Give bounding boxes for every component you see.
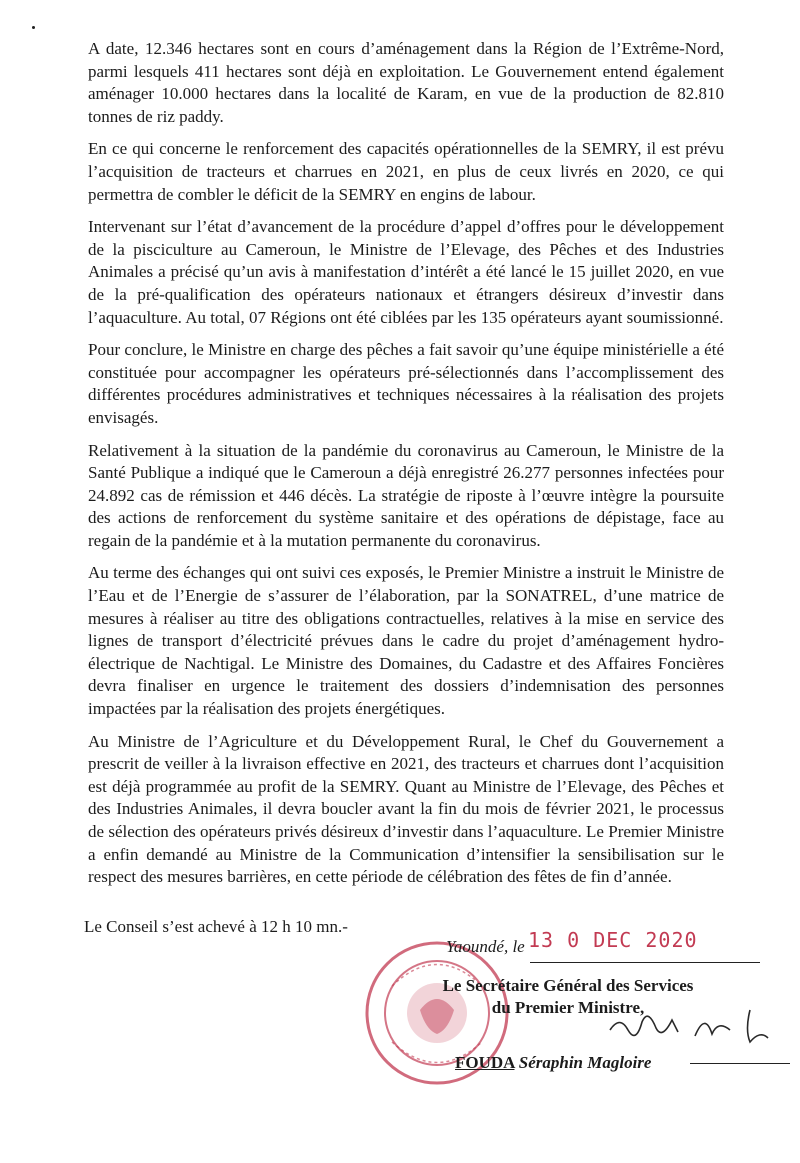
paragraph-rice-development: A date, 12.346 hectares sont en cours d’aménagement dans la Région de l’Extrême-Nord, parmi lesquels 411 hectares sont déjà en exploitation. Le Gouvernement entend également aménager 10.000 hectares dans la localité de Karam, en vue de la production de 82.810 tonnes de riz paddy. bbox=[88, 39, 724, 126]
handwritten-signature bbox=[600, 1000, 780, 1050]
page-mark bbox=[32, 26, 35, 29]
paragraph-fish-farming: Intervenant sur l’état d’avancement de la procédure d’appel d’offres pour le développement de la pisciculture au Cameroun, le Ministre de l’Elevage, des Pêches et des Industries Animales a précisé qu’un avis à manifestation d’intérêt a été lancé le 15 juillet 2020, en vue de la pré-qualification des opérateurs nationaux et étrangers désireux d’investir dans l’aquaculture. Au total, 07 Régions ont été ciblées par les 135 opérateurs ayant soumissionné. bbox=[88, 217, 724, 327]
signatory-title-line1: Le Secrétaire Général des Services bbox=[442, 976, 694, 995]
paragraph-agriculture-instructions: Au Ministre de l’Agriculture et du Développement Rural, le Chef du Gouvernement a prescrit de veiller à la livraison effective en 2021, des tracteurs et charrues dont l’acquisition est déjà programmée au profit de la SEMRY. Quant au Ministre de l’Elevage, des Pêches et des Industries Animales, il devra boucler avant la fin du mois de février 2021, le processus de sélection des opérateurs privés désireux d’investir dans l’aquaculture. Le Premier Ministre a enfin demandé au Ministre de la Communication d’intensifier la sensibilisation sur le respect des mesures barrières, en cette période de célébration des fêtes de fin d’année. bbox=[88, 731, 724, 887]
signatory-surname: FOUDA bbox=[455, 1053, 515, 1072]
paragraph-semry-capacity: En ce qui concerne le renforcement des capacités opérationnelles de la SEMRY, il est prévu l’acquisition de tracteurs et charrues en 2021, en plus de ceux livrés en 2020, ce qui permettra de combler le déficit de la SEMRY en engins de labour. bbox=[88, 139, 724, 204]
signature-line bbox=[690, 1063, 790, 1064]
signatory-title-line2: du Premier Ministre, bbox=[491, 998, 645, 1017]
document-body bbox=[88, 38, 724, 899]
signatory-name bbox=[455, 1053, 651, 1073]
signatory-given-names: Séraphin Magloire bbox=[518, 1053, 652, 1072]
date-underline bbox=[530, 962, 760, 963]
closing-statement: Le Conseil s’est achevé à 12 h 10 mn.- bbox=[84, 917, 348, 936]
paragraph-coronavirus: Relativement à la situation de la pandémie du coronavirus au Cameroun, le Ministre de la Santé Publique a indiqué que le Cameroun a déjà enregistré 26.277 personnes infectées pour 24.892 cas de rémission et 446 décès. La stratégie de riposte à l’œuvre intègre la poursuite des actions de renforcement du système sanitaire et des opérations de dépistage, face au regain de la pandémie et à la mutation permanente du coronavirus. bbox=[88, 440, 724, 550]
paragraph-fisheries-conclusion: Pour conclure, le Ministre en charge des pêches a fait savoir qu’une équipe ministérielle a été constituée pour accompagner les opérateurs pré-sélectionnés dans l’accomplissement des différentes procédures administratives et techniques nécessaires à la réalisation des projets envisagés. bbox=[88, 340, 724, 427]
date-stamp: 13 0 DEC 2020 bbox=[528, 928, 698, 952]
paragraph-energy-instructions: Au terme des échanges qui ont suivi ces exposés, le Premier Ministre a instruit le Ministre de l’Eau et de l’Energie de s’assurer de l’élaboration, par la SONATREL, d’une matrice de mesures à réaliser au titre des obligations contractuelles, relatives à la mise en service des lignes de transport d’électricité prévues dans le cadre du projet d’aménagement hydro-électrique de Nachtigal. Le Ministre des Domaines, du Cadastre et des Affaires Foncières devra finaliser en urgence le traitement des dossiers d’indemnisation des personnes impactées par la réalisation des projets énergétiques. bbox=[88, 563, 724, 719]
place-label: Yaoundé, le bbox=[446, 937, 525, 956]
